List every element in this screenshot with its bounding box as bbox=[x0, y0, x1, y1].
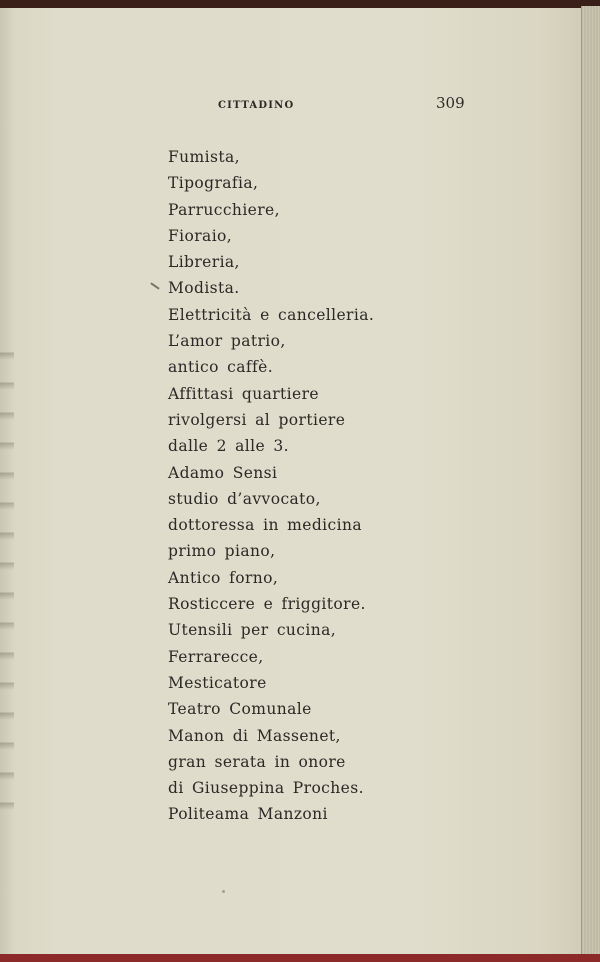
text-line: dottoressa in medicina bbox=[168, 516, 362, 535]
text-line: Utensili per cucina, bbox=[168, 621, 337, 640]
text-line: Parrucchiere, bbox=[168, 200, 280, 219]
text-line: dalle 2 alle 3. bbox=[168, 437, 290, 456]
text-line: Fumista, bbox=[168, 148, 240, 166]
text-line: Teatro Comunale bbox=[168, 700, 312, 719]
text-line: Rosticcere e friggitore. bbox=[168, 595, 366, 614]
text-line: gran serata in onore bbox=[168, 752, 346, 771]
text-line: Ferrarecce, bbox=[168, 647, 264, 666]
text-line: Adamo Sensi bbox=[168, 463, 278, 482]
book-cover-edge bbox=[0, 954, 600, 962]
text-line: primo piano, bbox=[168, 542, 276, 561]
paper-speck bbox=[222, 890, 225, 893]
text-line: Tipografia, bbox=[168, 174, 259, 193]
page-edges bbox=[581, 6, 600, 956]
text-line: studio d’avvocato, bbox=[168, 489, 321, 508]
text-line: rivolgersi al portiere bbox=[168, 410, 346, 429]
running-head: CITTADINO bbox=[218, 100, 295, 111]
text-line: di Giuseppina Proches. bbox=[168, 779, 364, 798]
text-line: Politeama Manzoni bbox=[168, 805, 328, 824]
text-line: Antico forno, bbox=[168, 568, 279, 587]
text-line: Mesticatore bbox=[168, 673, 267, 692]
text-line: Elettricità e cancelleria. bbox=[168, 305, 375, 324]
text-line: Modista. bbox=[168, 279, 240, 298]
left-margin-bleed-through bbox=[0, 330, 14, 830]
text-column bbox=[168, 144, 374, 828]
text-line: Affittasi quartiere bbox=[168, 384, 319, 403]
text-line: antico caffè. bbox=[168, 358, 274, 377]
text-line: Libreria, bbox=[168, 253, 240, 272]
text-line: Manon di Massenet, bbox=[168, 726, 341, 745]
page-number: 309 bbox=[436, 94, 465, 112]
text-line: Fioraio, bbox=[168, 226, 233, 245]
text-line: L’amor patrio, bbox=[168, 332, 286, 351]
